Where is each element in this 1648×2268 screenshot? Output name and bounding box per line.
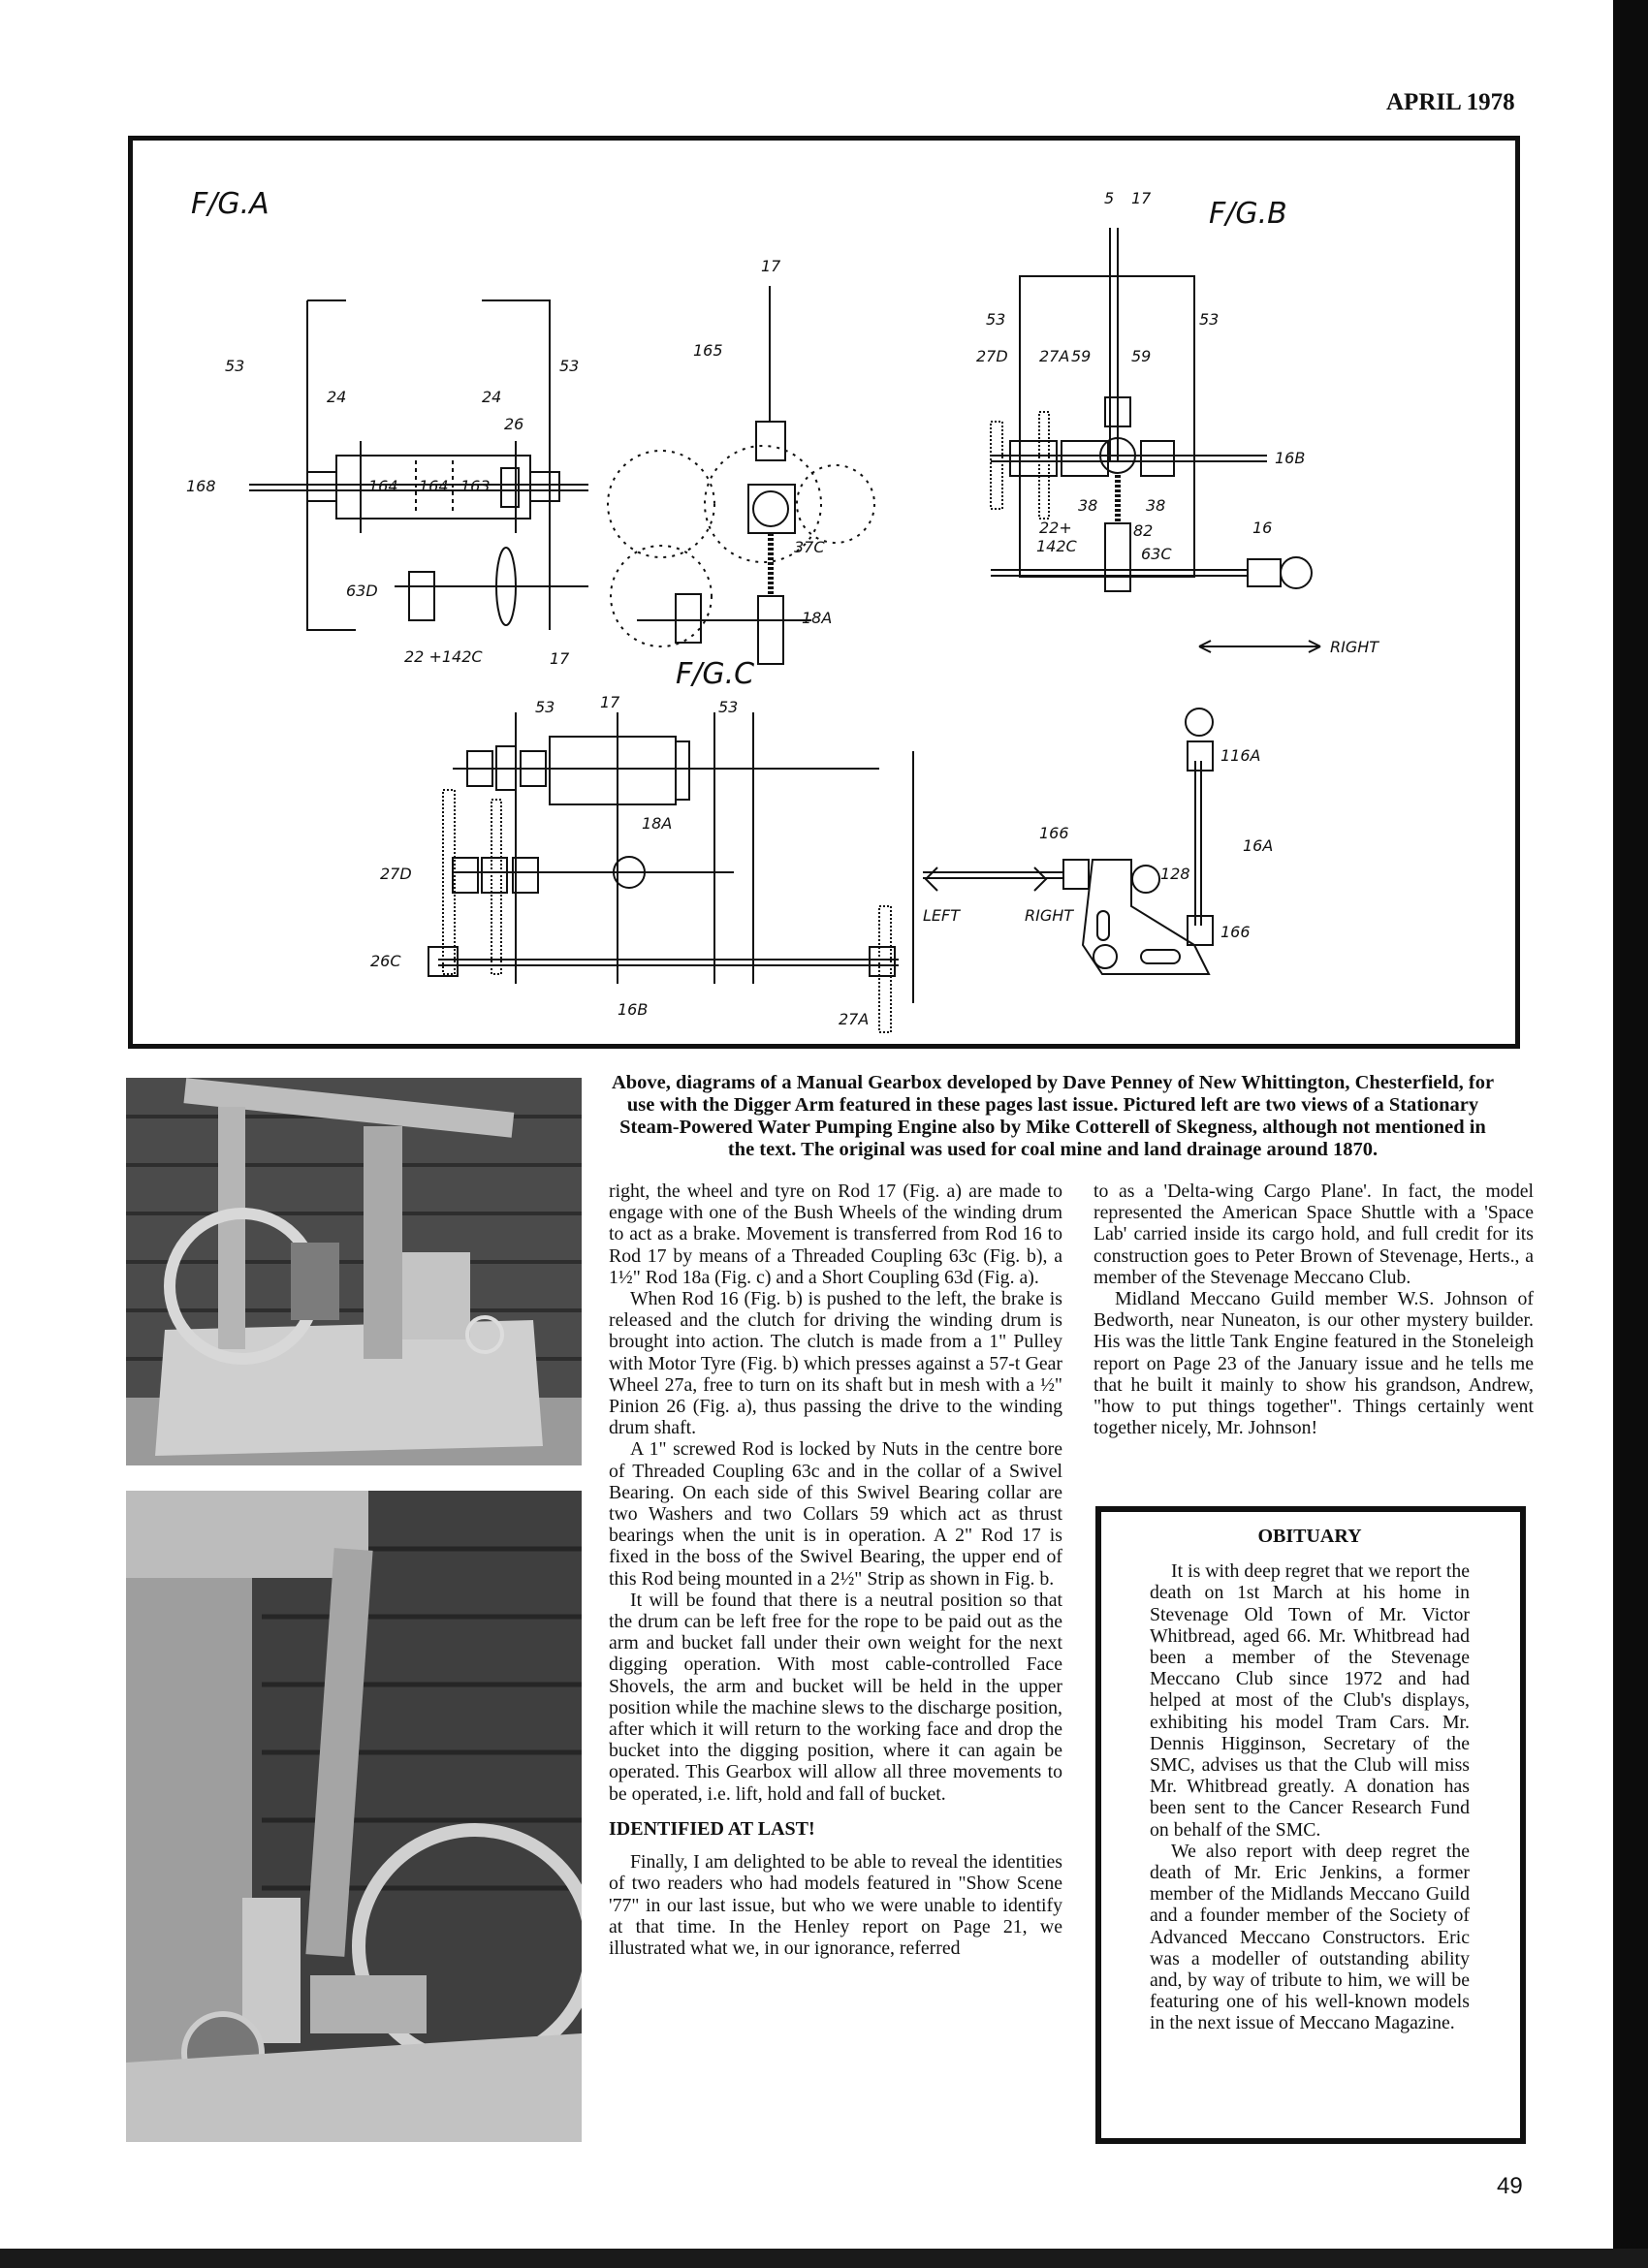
svg-text:53: 53 xyxy=(718,698,739,716)
svg-text:53: 53 xyxy=(986,310,1006,329)
svg-text:22+: 22+ xyxy=(1039,519,1072,537)
svg-text:16: 16 xyxy=(1252,519,1273,537)
svg-text:142C: 142C xyxy=(1036,537,1077,555)
section-heading: IDENTIFIED AT LAST! xyxy=(609,1817,815,1840)
issue-date: APRIL 1978 xyxy=(1386,89,1515,115)
fig-b-title: F/G.B xyxy=(1209,197,1287,231)
svg-text:16A: 16A xyxy=(1243,836,1274,855)
svg-text:24: 24 xyxy=(327,388,347,406)
svg-text:166: 166 xyxy=(1220,923,1251,941)
svg-text:163: 163 xyxy=(460,477,491,495)
svg-text:166: 166 xyxy=(1039,824,1069,842)
figure-a xyxy=(186,187,874,668)
obituary-box xyxy=(1095,1506,1526,2144)
svg-text:5: 5 xyxy=(1104,189,1115,207)
svg-text:RIGHT: RIGHT xyxy=(1025,906,1074,925)
svg-text:24: 24 xyxy=(482,388,502,406)
paragraph: When Rod 16 (Fig. b) is pushed to the left, the brake is released and the clutch for driving the winding drum is brought into action. The clutch is made from a 1" Pulley with Motor Tyre (Fig. b) which presses against a 57-t Gear Wheel 27a, free to turn on its shaft but in mesh with a ½" Pinion 26 (Fig. a), thus passing the drive to the winding drum shaft. xyxy=(609,1288,1062,1439)
paragraph: We also report with deep regret the death of Mr. Eric Jenkins, a former member of the Midlands Meccano Guild and a founder member of the Society of Advanced Meccano Constructors. Eric was a modeller of outstanding ability and, by way of tribute to him, we will be featuring one of his well-known models in the next issue of Meccano Magazine. xyxy=(1150,1840,1470,2034)
svg-text:63C: 63C xyxy=(1141,545,1172,563)
pumping-engine-photo-1 xyxy=(126,1078,582,1465)
figure-b xyxy=(976,189,1379,656)
svg-text:22 +142C: 22 +142C xyxy=(404,647,483,666)
svg-text:27A: 27A xyxy=(1039,347,1070,365)
svg-text:16B: 16B xyxy=(1275,449,1306,467)
figure-c xyxy=(370,657,1273,1032)
svg-text:53: 53 xyxy=(225,357,245,375)
svg-text:16B: 16B xyxy=(618,1000,649,1019)
svg-text:27D: 27D xyxy=(380,865,412,883)
svg-text:59: 59 xyxy=(1071,347,1092,365)
svg-text:18A: 18A xyxy=(802,609,833,627)
svg-text:59: 59 xyxy=(1131,347,1152,365)
fig-a-title: F/G.A xyxy=(191,187,269,221)
svg-text:26: 26 xyxy=(504,415,524,433)
svg-text:63D: 63D xyxy=(346,582,378,600)
bottom-edge xyxy=(0,2249,1648,2268)
svg-text:53: 53 xyxy=(1199,310,1220,329)
paragraph: right, the wheel and tyre on Rod 17 (Fig. a) are made to engage with one of the Bush Wheels of the winding drum to act as a brake. Movement is transferred from Rod 16 to Rod 17 by means of a Threaded Coupling 63c (Fig. b), a 1½" Rod 18a (Fig. c) and a Short Coupling 63d (Fig. a). xyxy=(609,1181,1062,1288)
svg-text:LEFT: LEFT xyxy=(923,906,960,925)
svg-text:128: 128 xyxy=(1160,865,1190,883)
svg-text:27D: 27D xyxy=(976,347,1008,365)
svg-text:168: 168 xyxy=(186,477,216,495)
svg-text:17: 17 xyxy=(550,649,570,668)
svg-text:18A: 18A xyxy=(642,814,673,833)
svg-text:RIGHT: RIGHT xyxy=(1330,638,1379,656)
pumping-engine-photo-2 xyxy=(126,1491,582,2142)
paragraph: It will be found that there is a neutral position so that the drum can be left free for the rope to be paid out as the arm and bucket fall under their own weight for the next digging operation. With most cable-controlled Face Shovels, the arm and bucket will be held in the upper position while the machine slews to the discharge position, after which it will return to the working face and drop the bucket into the digging position, where it can again be operated. This Gearbox will allow all three movements to be operated, i.e. lift, hold and fall of bucket. xyxy=(609,1589,1062,1805)
svg-text:17: 17 xyxy=(761,257,781,275)
svg-text:26C: 26C xyxy=(370,952,401,970)
article-column-right xyxy=(1093,1181,1534,1438)
svg-text:164: 164 xyxy=(419,477,449,495)
svg-text:37C: 37C xyxy=(794,538,825,556)
article-column-middle xyxy=(609,1181,1062,1959)
svg-text:53: 53 xyxy=(559,357,580,375)
diagram-caption: Above, diagrams of a Manual Gearbox developed by Dave Penney of New Whittington, Chesterfield, for use with the Digger Arm featured in these pages last issue. Pictured left are two views of a Stationary Steam-Powered Water Pumping Engine also by Mike Cotterell of Skegness, although not mentioned in the text. The original was used for coal mine and land drainage around 1870. xyxy=(611,1072,1495,1160)
svg-text:53: 53 xyxy=(535,698,555,716)
paragraph: Finally, I am delighted to be able to reveal the identities of two readers who had models featured in "Show Scene '77" in our last issue, but who we were unable to identify at that time. In the Henley report on Page 21, we illustrated what we, in our ignorance, referred xyxy=(609,1851,1062,1959)
paragraph: A 1" screwed Rod is locked by Nuts in the centre bore of Threaded Coupling 63c and in the collar of a Swivel Bearing. On each side of this Swivel Bearing collar are two Washers and two Collars 59 which act as thrust bearings when the unit is in operation. A 2" Rod 17 is fixed in the boss of the Swivel Bearing, the upper end of this Rod being mounted in a 2½" Strip as shown in Fig. b. xyxy=(609,1438,1062,1590)
obituary-title: OBITUARY xyxy=(1257,1526,1362,1547)
svg-text:17: 17 xyxy=(600,693,620,711)
fig-c-title: F/G.C xyxy=(676,657,755,691)
svg-text:38: 38 xyxy=(1078,496,1098,515)
page-number: 49 xyxy=(1497,2173,1523,2199)
svg-text:27A: 27A xyxy=(839,1010,870,1028)
page-edge xyxy=(1613,0,1648,2268)
paragraph: to as a 'Delta-wing Cargo Plane'. In fact, the model represented the American Space Shuttle with a 'Space Lab' carried inside its cargo hold, and full credit for its construction goes to Peter Brown of Stevenage, Herts., a member of the Stevenage Meccano Club. xyxy=(1093,1181,1534,1288)
svg-text:164: 164 xyxy=(368,477,398,495)
paragraph: Midland Meccano Guild member W.S. Johnson of Bedworth, near Nuneaton, is our other mystery builder. His was the little Tank Engine featured in the Stoneleigh report on Page 23 of the January issue and he tells me that he built it mainly to show his grandson, Andrew, "how to put things together". Things certainly went together nicely, Mr. Johnson! xyxy=(1093,1288,1534,1439)
svg-text:165: 165 xyxy=(693,341,723,360)
svg-text:17: 17 xyxy=(1131,189,1152,207)
svg-text:116A: 116A xyxy=(1220,746,1261,765)
svg-text:38: 38 xyxy=(1146,496,1166,515)
svg-text:82: 82 xyxy=(1133,521,1154,540)
diagram-panel xyxy=(128,136,1520,1049)
paragraph: It is with deep regret that we report the death on 1st March at his home in Stevenage Old Town of Mr. Victor Whitbread, aged 66. Mr. Whitbread had been a member of the Stevenage Meccano Club since 1972 and had helped at most of the Club's displays, exhibiting his model Tram Cars. Mr. Dennis Higginson, Secretary of the SMC, advises us that the Club will miss Mr. Whitbread greatly. A donation has been sent to the Cancer Research Fund on behalf of the SMC. xyxy=(1150,1560,1470,1841)
